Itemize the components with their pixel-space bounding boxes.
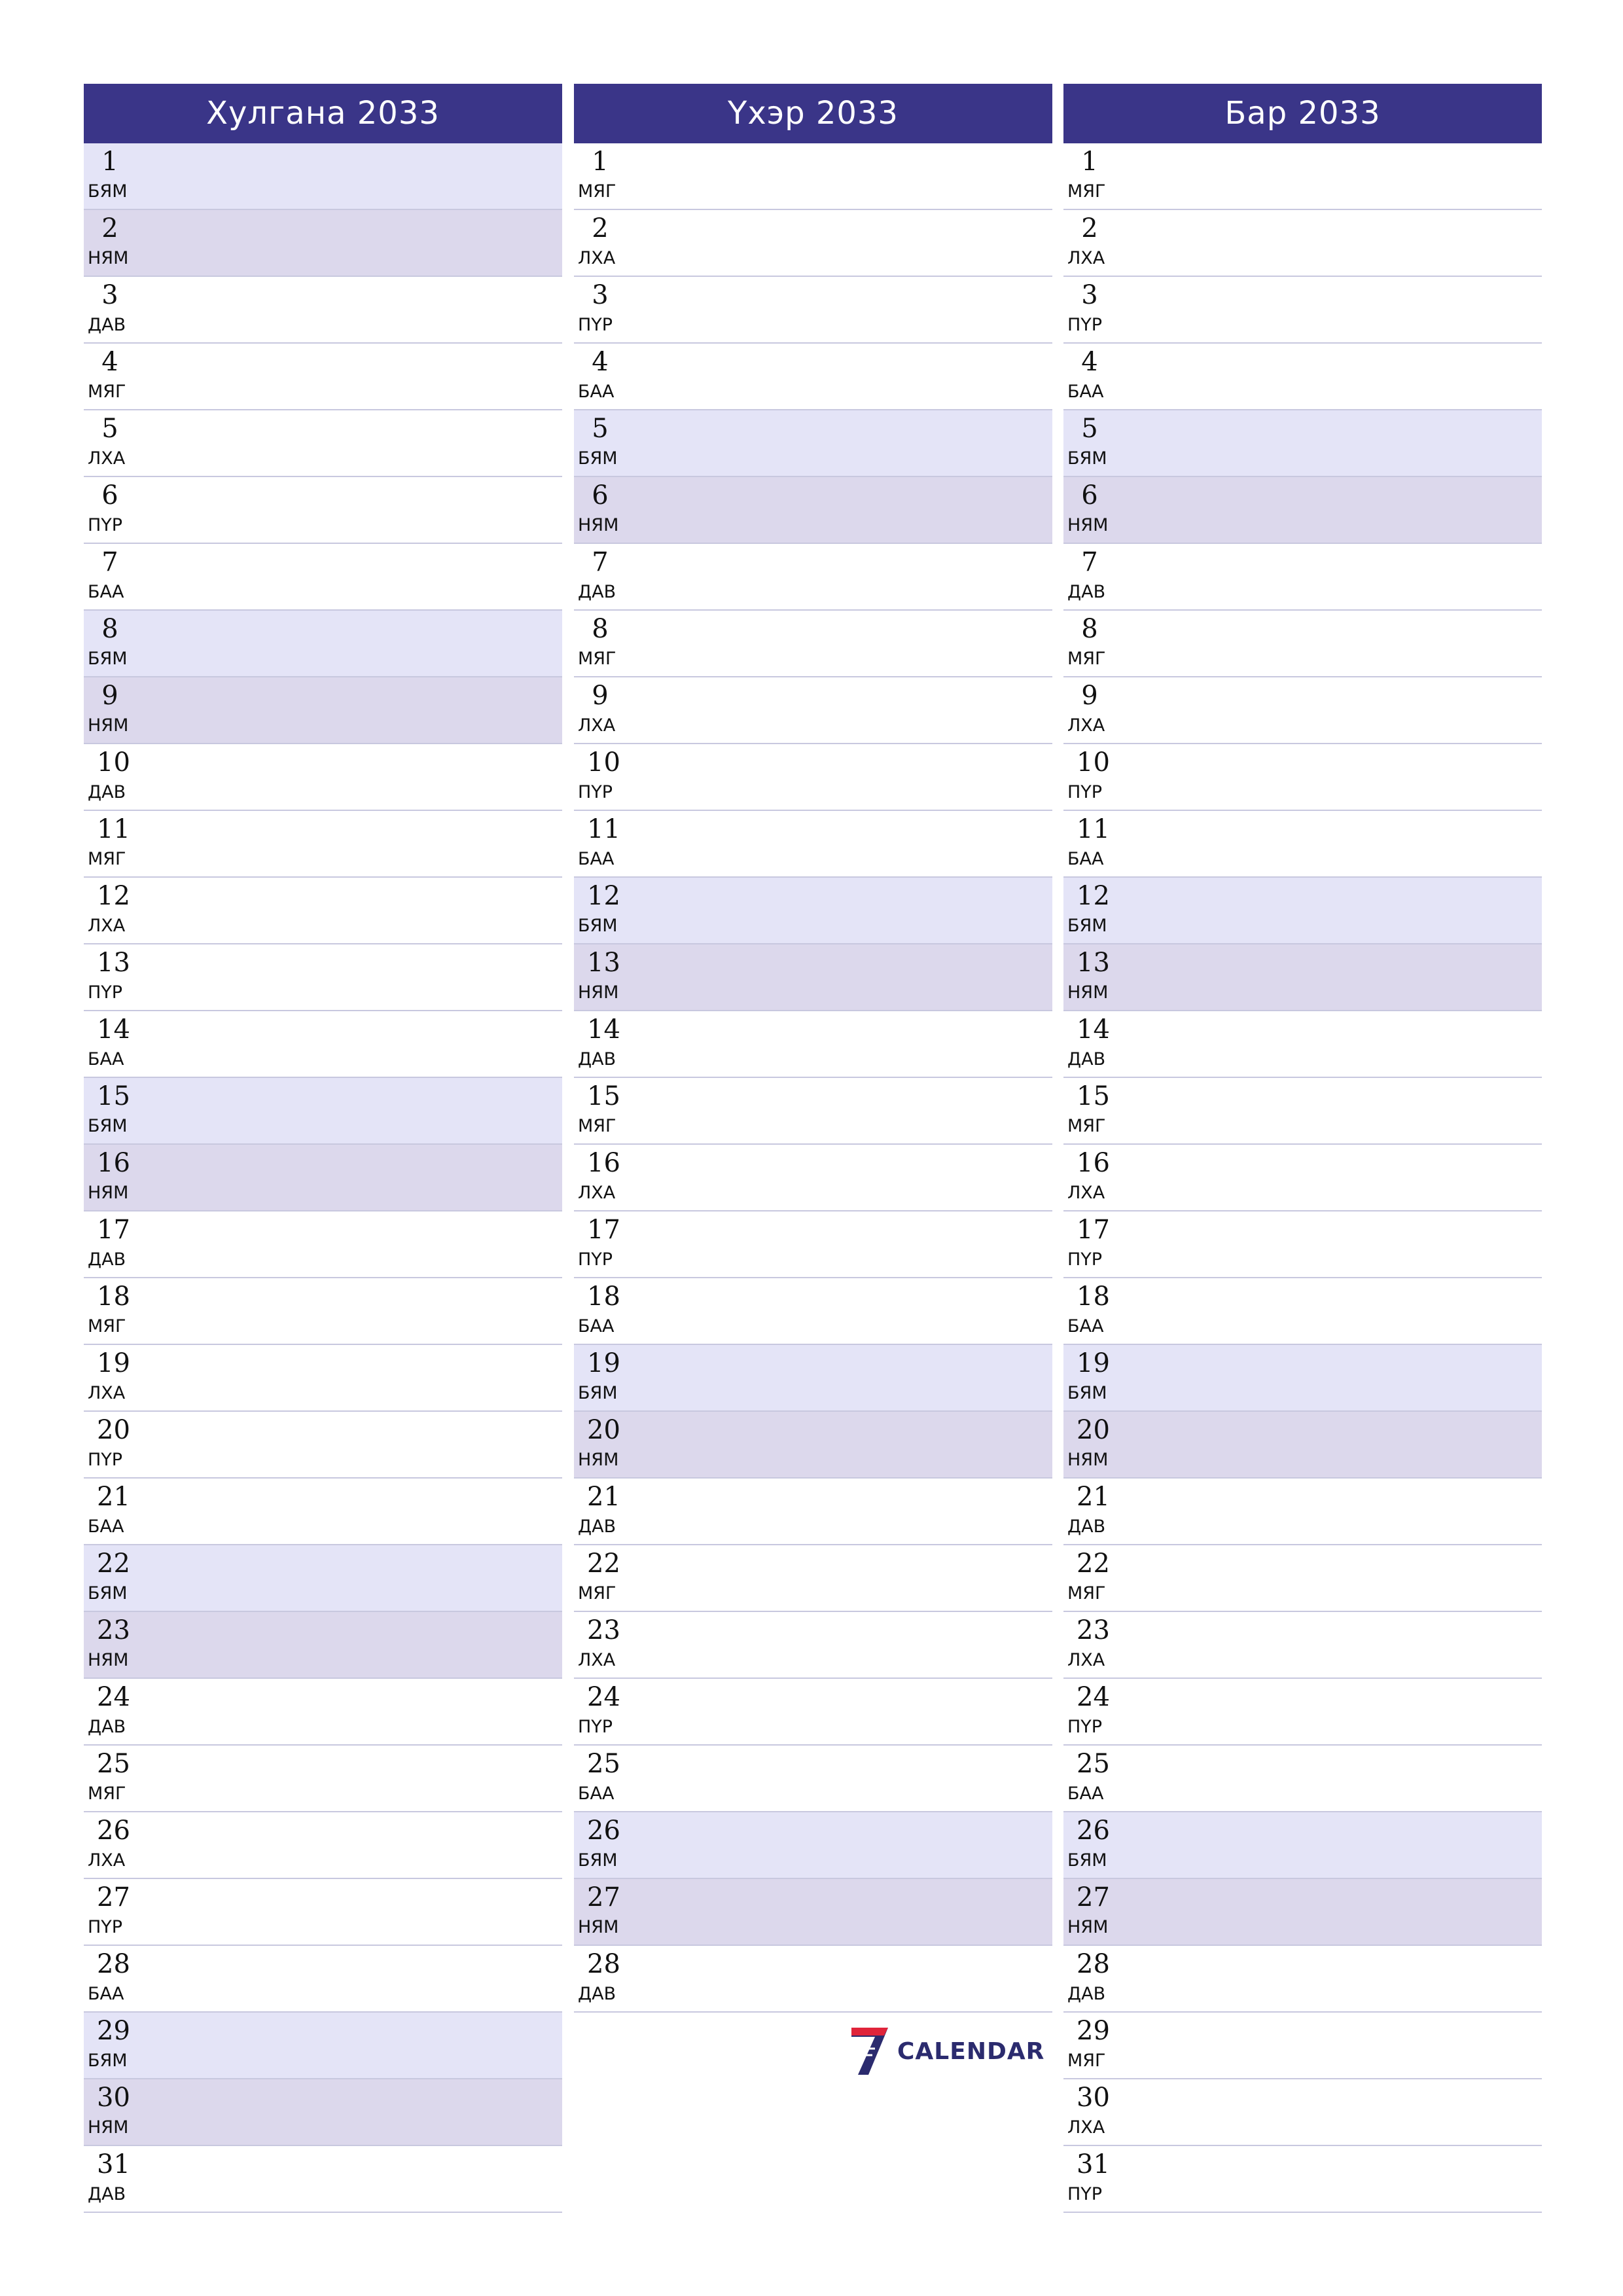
day-row bbox=[574, 1345, 1052, 1412]
day-row bbox=[84, 1078, 562, 1145]
day-number: 9 bbox=[101, 681, 118, 711]
weekday-label: ЛХА bbox=[88, 916, 126, 936]
day-row bbox=[574, 1879, 1052, 1946]
day-row bbox=[84, 1412, 562, 1479]
weekday-label: ДАВ bbox=[578, 1049, 616, 1069]
day-list bbox=[84, 143, 562, 2213]
day-row bbox=[1063, 1879, 1542, 1946]
day-number: 20 bbox=[97, 1415, 130, 1445]
weekday-label: БЯМ bbox=[578, 1850, 618, 1871]
day-row bbox=[1063, 1011, 1542, 1078]
weekday-label: МЯГ bbox=[1067, 1116, 1106, 1136]
weekday-label: ЛХА bbox=[1067, 2117, 1105, 2138]
weekday-label: НЯМ bbox=[88, 1650, 129, 1670]
day-number: 24 bbox=[97, 1682, 130, 1712]
day-row bbox=[574, 210, 1052, 277]
day-number: 17 bbox=[97, 1215, 130, 1245]
day-number: 18 bbox=[1077, 1282, 1110, 1312]
day-number: 10 bbox=[587, 747, 620, 778]
day-number: 24 bbox=[587, 1682, 620, 1712]
weekday-label: ПҮР bbox=[88, 1917, 123, 1937]
weekday-label: БЯМ bbox=[578, 916, 618, 936]
day-number: 30 bbox=[1077, 2083, 1110, 2113]
day-row bbox=[574, 1812, 1052, 1879]
day-number: 10 bbox=[97, 747, 130, 778]
day-list bbox=[1063, 143, 1542, 2213]
weekday-label: ПҮР bbox=[1067, 1717, 1103, 1737]
weekday-label: ПҮР bbox=[88, 515, 123, 535]
day-row bbox=[84, 1145, 562, 1211]
weekday-label: ПҮР bbox=[1067, 1249, 1103, 1270]
day-number: 9 bbox=[1081, 681, 1098, 711]
weekday-label: НЯМ bbox=[1067, 1917, 1109, 1937]
day-number: 26 bbox=[1077, 1816, 1110, 1846]
day-row bbox=[574, 1746, 1052, 1812]
day-number: 4 bbox=[101, 347, 118, 377]
day-row bbox=[574, 944, 1052, 1011]
day-row bbox=[1063, 1545, 1542, 1612]
day-number: 21 bbox=[587, 1482, 620, 1512]
weekday-label: МЯГ bbox=[578, 1583, 616, 1604]
day-number: 12 bbox=[1077, 881, 1110, 911]
day-row bbox=[1063, 1679, 1542, 1746]
month-title: Бар 2033 bbox=[1063, 84, 1542, 143]
day-number: 18 bbox=[587, 1282, 620, 1312]
day-number: 27 bbox=[1077, 1882, 1110, 1912]
day-number: 23 bbox=[1077, 1615, 1110, 1645]
day-row bbox=[1063, 677, 1542, 744]
day-row bbox=[84, 677, 562, 744]
day-number: 7 bbox=[592, 547, 609, 577]
day-row bbox=[84, 811, 562, 878]
day-number: 13 bbox=[587, 948, 620, 978]
day-row bbox=[84, 1812, 562, 1879]
weekday-label: ЛХА bbox=[88, 448, 126, 469]
day-row bbox=[574, 1679, 1052, 1746]
month-column-2 bbox=[574, 84, 1052, 2013]
day-number: 2 bbox=[1081, 213, 1098, 243]
day-number: 2 bbox=[592, 213, 609, 243]
day-number: 27 bbox=[97, 1882, 130, 1912]
weekday-label: БЯМ bbox=[1067, 1850, 1107, 1871]
day-number: 8 bbox=[101, 614, 118, 644]
day-number: 26 bbox=[97, 1816, 130, 1846]
day-number: 30 bbox=[97, 2083, 130, 2113]
day-row bbox=[574, 1078, 1052, 1145]
day-number: 5 bbox=[101, 414, 118, 444]
day-number: 7 bbox=[101, 547, 118, 577]
day-row bbox=[1063, 1412, 1542, 1479]
weekday-label: БЯМ bbox=[1067, 448, 1107, 469]
day-number: 11 bbox=[587, 814, 620, 844]
weekday-label: ДАВ bbox=[1067, 1984, 1106, 2004]
day-number: 20 bbox=[1077, 1415, 1110, 1445]
day-number: 4 bbox=[592, 347, 609, 377]
day-number: 3 bbox=[1081, 280, 1098, 310]
weekday-label: БАА bbox=[1067, 1316, 1104, 1336]
weekday-label: ЛХА bbox=[578, 248, 616, 268]
day-row bbox=[1063, 744, 1542, 811]
day-number: 13 bbox=[1077, 948, 1110, 978]
day-number: 12 bbox=[587, 881, 620, 911]
month-title: Хулгана 2033 bbox=[84, 84, 562, 143]
day-row bbox=[1063, 277, 1542, 344]
day-number: 28 bbox=[97, 1949, 130, 1979]
day-row bbox=[1063, 878, 1542, 944]
day-row bbox=[1063, 944, 1542, 1011]
weekday-label: МЯГ bbox=[88, 382, 126, 402]
weekday-label: ПҮР bbox=[578, 782, 613, 802]
day-row bbox=[1063, 1145, 1542, 1211]
day-row bbox=[84, 2079, 562, 2146]
day-number: 6 bbox=[101, 480, 118, 511]
weekday-label: БАА bbox=[578, 382, 615, 402]
weekday-label: МЯГ bbox=[88, 1784, 126, 1804]
month-column-3 bbox=[1063, 84, 1542, 2213]
weekday-label: БЯМ bbox=[88, 181, 128, 202]
weekday-label: НЯМ bbox=[88, 715, 129, 736]
weekday-label: БЯМ bbox=[578, 1383, 618, 1403]
weekday-label: ДАВ bbox=[578, 582, 616, 602]
day-row bbox=[1063, 811, 1542, 878]
month-title: Үхэр 2033 bbox=[574, 84, 1052, 143]
day-number: 12 bbox=[97, 881, 130, 911]
weekday-label: ЛХА bbox=[578, 715, 616, 736]
day-row bbox=[84, 1879, 562, 1946]
weekday-label: НЯМ bbox=[578, 982, 619, 1003]
weekday-label: ДАВ bbox=[88, 782, 126, 802]
day-row bbox=[84, 210, 562, 277]
day-row bbox=[1063, 1812, 1542, 1879]
day-row bbox=[1063, 544, 1542, 611]
day-number: 4 bbox=[1081, 347, 1098, 377]
day-number: 1 bbox=[101, 147, 118, 177]
day-row bbox=[1063, 1211, 1542, 1278]
day-number: 5 bbox=[1081, 414, 1098, 444]
day-number: 21 bbox=[1077, 1482, 1110, 1512]
day-row bbox=[1063, 344, 1542, 410]
day-number: 28 bbox=[1077, 1949, 1110, 1979]
day-row bbox=[84, 2013, 562, 2079]
weekday-label: МЯГ bbox=[88, 1316, 126, 1336]
day-number: 22 bbox=[97, 1549, 130, 1579]
day-row bbox=[574, 1145, 1052, 1211]
day-row bbox=[574, 744, 1052, 811]
day-number: 1 bbox=[1081, 147, 1098, 177]
day-number: 1 bbox=[592, 147, 609, 177]
day-number: 8 bbox=[1081, 614, 1098, 644]
weekday-label: ЛХА bbox=[578, 1650, 616, 1670]
weekday-label: НЯМ bbox=[578, 1450, 619, 1470]
day-row bbox=[1063, 1345, 1542, 1412]
weekday-label: МЯГ bbox=[1067, 649, 1106, 669]
day-number: 17 bbox=[1077, 1215, 1110, 1245]
day-number: 13 bbox=[97, 948, 130, 978]
day-number: 19 bbox=[97, 1348, 130, 1378]
day-row bbox=[84, 1545, 562, 1612]
day-row bbox=[574, 1612, 1052, 1679]
weekday-label: БЯМ bbox=[578, 448, 618, 469]
weekday-label: МЯГ bbox=[88, 849, 126, 869]
day-row bbox=[1063, 2079, 1542, 2146]
weekday-label: БАА bbox=[88, 582, 124, 602]
weekday-label: ЛХА bbox=[1067, 1650, 1105, 1670]
day-number: 15 bbox=[97, 1081, 130, 1111]
day-row bbox=[1063, 1479, 1542, 1545]
weekday-label: БЯМ bbox=[88, 2051, 128, 2071]
day-number: 10 bbox=[1077, 747, 1110, 778]
day-number: 5 bbox=[592, 414, 609, 444]
day-row bbox=[84, 1278, 562, 1345]
day-number: 29 bbox=[1077, 2016, 1110, 2046]
day-row bbox=[84, 1211, 562, 1278]
day-row bbox=[84, 1345, 562, 1412]
logo-text: CALENDAR bbox=[897, 2037, 1045, 2065]
day-row bbox=[84, 477, 562, 544]
day-row bbox=[84, 1946, 562, 2013]
day-number: 16 bbox=[587, 1148, 620, 1178]
weekday-label: БЯМ bbox=[88, 1583, 128, 1604]
day-row bbox=[84, 878, 562, 944]
month-column-1 bbox=[84, 84, 562, 2213]
day-number: 31 bbox=[1077, 2149, 1110, 2179]
weekday-label: БАА bbox=[578, 1784, 615, 1804]
day-row bbox=[84, 1011, 562, 1078]
day-row bbox=[84, 143, 562, 210]
day-row bbox=[84, 2146, 562, 2213]
weekday-label: ПҮР bbox=[578, 1717, 613, 1737]
day-number: 25 bbox=[97, 1749, 130, 1779]
weekday-label: МЯГ bbox=[578, 1116, 616, 1136]
day-number: 24 bbox=[1077, 1682, 1110, 1712]
weekday-label: БАА bbox=[1067, 382, 1104, 402]
day-row bbox=[1063, 477, 1542, 544]
weekday-label: ПҮР bbox=[88, 982, 123, 1003]
weekday-label: БАА bbox=[88, 1516, 124, 1537]
weekday-label: МЯГ bbox=[1067, 181, 1106, 202]
weekday-label: НЯМ bbox=[88, 2117, 129, 2138]
calendar-logo bbox=[849, 2025, 1044, 2077]
weekday-label: БАА bbox=[88, 1984, 124, 2004]
day-row bbox=[574, 1412, 1052, 1479]
weekday-label: МЯГ bbox=[578, 649, 616, 669]
day-number: 16 bbox=[1077, 1148, 1110, 1178]
weekday-label: БЯМ bbox=[88, 1116, 128, 1136]
day-number: 7 bbox=[1081, 547, 1098, 577]
day-row bbox=[574, 1479, 1052, 1545]
day-number: 21 bbox=[97, 1482, 130, 1512]
weekday-label: ЛХА bbox=[1067, 248, 1105, 268]
weekday-label: МЯГ bbox=[1067, 1583, 1106, 1604]
day-row bbox=[574, 1011, 1052, 1078]
day-row bbox=[1063, 1078, 1542, 1145]
day-number: 8 bbox=[592, 614, 609, 644]
day-row bbox=[574, 410, 1052, 477]
weekday-label: ЛХА bbox=[1067, 715, 1105, 736]
weekday-label: БЯМ bbox=[1067, 916, 1107, 936]
day-row bbox=[1063, 210, 1542, 277]
day-row bbox=[574, 1946, 1052, 2013]
weekday-label: ПҮР bbox=[88, 1450, 123, 1470]
day-row bbox=[1063, 143, 1542, 210]
day-row bbox=[1063, 1612, 1542, 1679]
weekday-label: ЛХА bbox=[88, 1383, 126, 1403]
weekday-label: МЯГ bbox=[578, 181, 616, 202]
day-number: 11 bbox=[1077, 814, 1110, 844]
weekday-label: ДАВ bbox=[578, 1984, 616, 2004]
day-number: 29 bbox=[97, 2016, 130, 2046]
day-row bbox=[1063, 410, 1542, 477]
weekday-label: НЯМ bbox=[578, 1917, 619, 1937]
weekday-label: ПҮР bbox=[1067, 315, 1103, 335]
day-row bbox=[574, 878, 1052, 944]
weekday-label: ДАВ bbox=[88, 1249, 126, 1270]
day-row bbox=[1063, 1946, 1542, 2013]
day-row bbox=[574, 544, 1052, 611]
day-number: 18 bbox=[97, 1282, 130, 1312]
weekday-label: ПҮР bbox=[578, 315, 613, 335]
day-row bbox=[574, 677, 1052, 744]
weekday-label: НЯМ bbox=[578, 515, 619, 535]
weekday-label: БАА bbox=[578, 1316, 615, 1336]
weekday-label: ДАВ bbox=[1067, 1049, 1106, 1069]
day-number: 22 bbox=[1077, 1549, 1110, 1579]
day-row bbox=[574, 1211, 1052, 1278]
day-number: 19 bbox=[587, 1348, 620, 1378]
day-row bbox=[574, 1545, 1052, 1612]
day-row bbox=[1063, 2013, 1542, 2079]
day-row bbox=[84, 611, 562, 677]
day-number: 15 bbox=[1077, 1081, 1110, 1111]
weekday-label: НЯМ bbox=[1067, 1450, 1109, 1470]
weekday-label: ДАВ bbox=[88, 2184, 126, 2204]
day-number: 20 bbox=[587, 1415, 620, 1445]
day-number: 23 bbox=[587, 1615, 620, 1645]
weekday-label: ЛХА bbox=[578, 1183, 616, 1203]
day-row bbox=[84, 544, 562, 611]
day-number: 3 bbox=[592, 280, 609, 310]
weekday-label: ЛХА bbox=[1067, 1183, 1105, 1203]
weekday-label: ЛХА bbox=[88, 1850, 126, 1871]
weekday-label: БАА bbox=[1067, 1784, 1104, 1804]
day-number: 11 bbox=[97, 814, 130, 844]
day-row bbox=[1063, 1278, 1542, 1345]
day-number: 19 bbox=[1077, 1348, 1110, 1378]
day-row bbox=[574, 1278, 1052, 1345]
day-number: 15 bbox=[587, 1081, 620, 1111]
weekday-label: БАА bbox=[1067, 849, 1104, 869]
day-number: 17 bbox=[587, 1215, 620, 1245]
weekday-label: МЯГ bbox=[1067, 2051, 1106, 2071]
weekday-label: ДАВ bbox=[578, 1516, 616, 1537]
weekday-label: НЯМ bbox=[1067, 982, 1109, 1003]
day-row bbox=[84, 1679, 562, 1746]
day-row bbox=[1063, 1746, 1542, 1812]
weekday-label: ДАВ bbox=[1067, 1516, 1106, 1537]
day-number: 6 bbox=[592, 480, 609, 511]
day-row bbox=[84, 1746, 562, 1812]
day-row bbox=[84, 1612, 562, 1679]
day-number: 25 bbox=[587, 1749, 620, 1779]
day-number: 6 bbox=[1081, 480, 1098, 511]
day-list bbox=[574, 143, 1052, 2013]
weekday-label: БАА bbox=[88, 1049, 124, 1069]
day-number: 2 bbox=[101, 213, 118, 243]
weekday-label: ДАВ bbox=[88, 315, 126, 335]
day-number: 28 bbox=[587, 1949, 620, 1979]
weekday-label: БЯМ bbox=[88, 649, 128, 669]
day-number: 31 bbox=[97, 2149, 130, 2179]
weekday-label: НЯМ bbox=[88, 1183, 129, 1203]
weekday-label: НЯМ bbox=[1067, 515, 1109, 535]
day-number: 14 bbox=[1077, 1014, 1110, 1045]
day-row bbox=[574, 811, 1052, 878]
weekday-label: ПҮР bbox=[1067, 782, 1103, 802]
day-row bbox=[574, 477, 1052, 544]
day-row bbox=[574, 277, 1052, 344]
day-row bbox=[84, 1479, 562, 1545]
seven-logo-icon bbox=[849, 2025, 891, 2077]
weekday-label: ПҮР bbox=[1067, 2184, 1103, 2204]
day-number: 27 bbox=[587, 1882, 620, 1912]
day-number: 9 bbox=[592, 681, 609, 711]
day-row bbox=[84, 410, 562, 477]
day-number: 22 bbox=[587, 1549, 620, 1579]
day-number: 23 bbox=[97, 1615, 130, 1645]
day-row bbox=[84, 944, 562, 1011]
weekday-label: БЯМ bbox=[1067, 1383, 1107, 1403]
day-number: 3 bbox=[101, 280, 118, 310]
day-number: 14 bbox=[97, 1014, 130, 1045]
day-row bbox=[1063, 2146, 1542, 2213]
day-row bbox=[1063, 611, 1542, 677]
day-row bbox=[84, 344, 562, 410]
weekday-label: БАА bbox=[578, 849, 615, 869]
day-row bbox=[574, 344, 1052, 410]
weekday-label: ПҮР bbox=[578, 1249, 613, 1270]
day-number: 14 bbox=[587, 1014, 620, 1045]
day-number: 16 bbox=[97, 1148, 130, 1178]
weekday-label: ДАВ bbox=[1067, 582, 1106, 602]
weekday-label: НЯМ bbox=[88, 248, 129, 268]
day-row bbox=[574, 611, 1052, 677]
day-number: 26 bbox=[587, 1816, 620, 1846]
weekday-label: ДАВ bbox=[88, 1717, 126, 1737]
day-row bbox=[84, 277, 562, 344]
day-row bbox=[84, 744, 562, 811]
day-row bbox=[574, 143, 1052, 210]
day-number: 25 bbox=[1077, 1749, 1110, 1779]
